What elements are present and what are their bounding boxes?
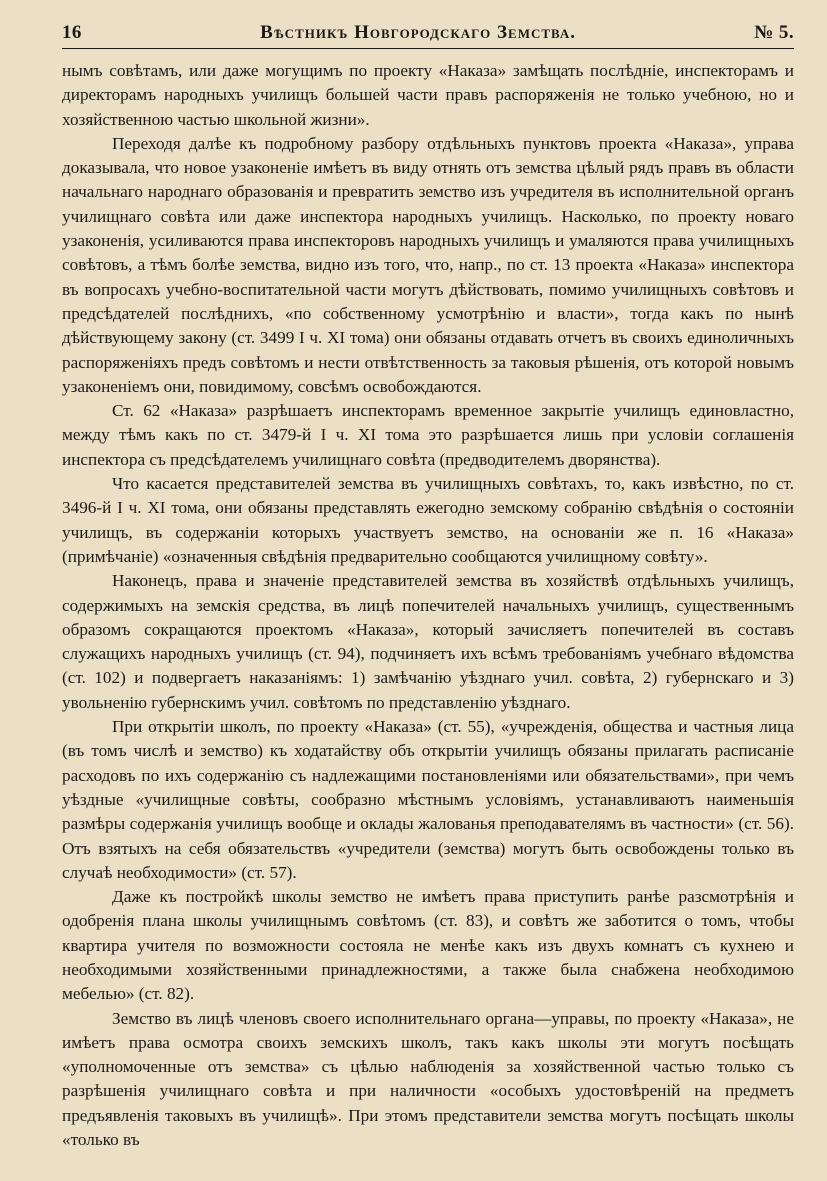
- paragraph: Что касается представителей земства въ училищныхъ совѣтахъ, то, какъ извѣстно, по ст. 3496-й I ч. XI тома, они обязаны представлять ежегодно земскому собранію свѣдѣнія о состояніи училищъ, въ содержаніи которыхъ участвуетъ земство, на основаніи же п. 16 «Наказа» (примѣчаніе) «означенныя свѣдѣнія предварительно сообщаются училищному совѣту».: [62, 474, 794, 566]
- paragraph: Даже къ постройкѣ школы земство не имѣетъ права приступить ранѣе разсмотрѣнія и одобренія плана школы училищнымъ совѣтомъ (ст. 83), и совѣтъ же заботится о томъ, чтобы квартира учителя по возможности состояла не менѣе какъ изъ двухъ комнатъ съ кухнею и необходимыми хозяйственными принадлежностями, а также была снабжена необходимою мебелью» (ст. 82).: [62, 887, 794, 1004]
- paragraph: Ст. 62 «Наказа» разрѣшаетъ инспекторамъ временное закрытіе училищъ единовластно, между тѣмъ какъ по ст. 3479-й I ч. XI тома это разрѣшается лишь при условіи соглашенія инспектора съ предсѣдателемъ училищнаго совѣта (предводителемъ дворянства).: [62, 401, 794, 469]
- header-rule: [62, 48, 794, 49]
- page-number: 16: [62, 22, 82, 43]
- page-header: [62, 22, 794, 48]
- paragraph: Переходя далѣе къ подробному разбору отдѣльныхъ пунктовъ проекта «Наказа», управа доказывала, что новое узаконеніе имѣетъ въ виду отнять отъ земства цѣлый рядъ правъ въ области начальнаго народнаго образованія и превратить земство изъ учредителя въ исполнительной органъ училищнаго совѣта или даже инспектора народныхъ училищъ. Насколько, по проекту новаго узаконенія, усиливаются права инспекторовъ народныхъ училищъ и умаляются права училищныхъ совѣтовъ, а тѣмъ болѣе земства, видно изъ того, что, напр., по ст. 13 проекта «Наказа» инспектора въ вопросахъ учебно-воспитательной части могутъ дѣйствовать, помимо училищныхъ совѣтовъ и предсѣдателей послѣднихъ, «по собственному усмотрѣнію и власти», тогда какъ по нынѣ дѣйствующему закону (ст. 3499 I ч. XI тома) они обязаны отдавать отчетъ въ своихъ единоличныхъ распоряженіяхъ предъ совѣтомъ и нести отвѣтственность за таковыя рѣшенія, отъ которой новымъ узаконеніемъ они, повидимому, совсѣмъ освобождаются.: [62, 133, 794, 396]
- paragraph: Земство въ лицѣ членовъ своего исполнительнаго органа—управы, по проекту «Наказа», не имѣетъ права осмотра своихъ земскихъ школъ, такъ какъ школы эти могутъ посѣщать «уполномоченные отъ земства» съ цѣлью наблюденія за хозяйственной частью только съ разрѣшенія училищнаго совѣта и при наличности «особыхъ удостовѣреній на предметъ предъявленія таковыхъ въ училищѣ». При этомъ представители земства могутъ посѣщать школы «только въ: [62, 1008, 794, 1150]
- paragraph: нымъ совѣтамъ, или даже могущимъ по проекту «Наказа» замѣщать послѣдніе, инспекторамъ и директорамъ народныхъ училищъ большей части правъ распоряженія не только учебною, но и хозяйственною частью школьной жизни».: [62, 61, 794, 129]
- issue-number: № 5.: [754, 22, 794, 43]
- journal-title: Вѣстникъ Новгородскаго Земства.: [260, 22, 577, 43]
- document-body: [62, 59, 794, 1152]
- paragraph: При открытіи школъ, по проекту «Наказа» (ст. 55), «учрежденія, общества и частныя лица (въ томъ числѣ и земство) къ ходатайству объ открытіи училищъ обязаны прилагать расписаніе расходовъ по ихъ содержанію съ надлежащими постановленіями или обязательствами», при чемъ уѣздные «училищные совѣты, сообразно мѣстнымъ условіямъ, устанавливаютъ наименьшія размѣры содержанія училищъ вообще и оклады жалованья преподавателямъ въ частности» (ст. 56). Отъ взятыхъ на себя обязательствъ «учредители (земства) могутъ быть освобождены только въ случаѣ необходимости» (ст. 57).: [62, 717, 794, 882]
- paragraph: Наконецъ, права и значеніе представителей земства въ хозяйствѣ отдѣльныхъ училищъ, содержимыхъ на земскія средства, въ лицѣ попечителей начальныхъ училищъ, существеннымъ образомъ сокращаются проектомъ «Наказа», который зачисляетъ попечителей въ составъ служащихъ народныхъ училищъ (ст. 94), подчиняетъ ихъ всѣмъ требованіямъ учебнаго вѣдомства (ст. 102) и подвергаетъ наказаніямъ: 1) замѣчанію уѣзднаго учил. совѣта, 2) губернскаго и 3) увольненію губернскимъ учил. совѣтомъ по представленію уѣзднаго.: [62, 571, 794, 712]
